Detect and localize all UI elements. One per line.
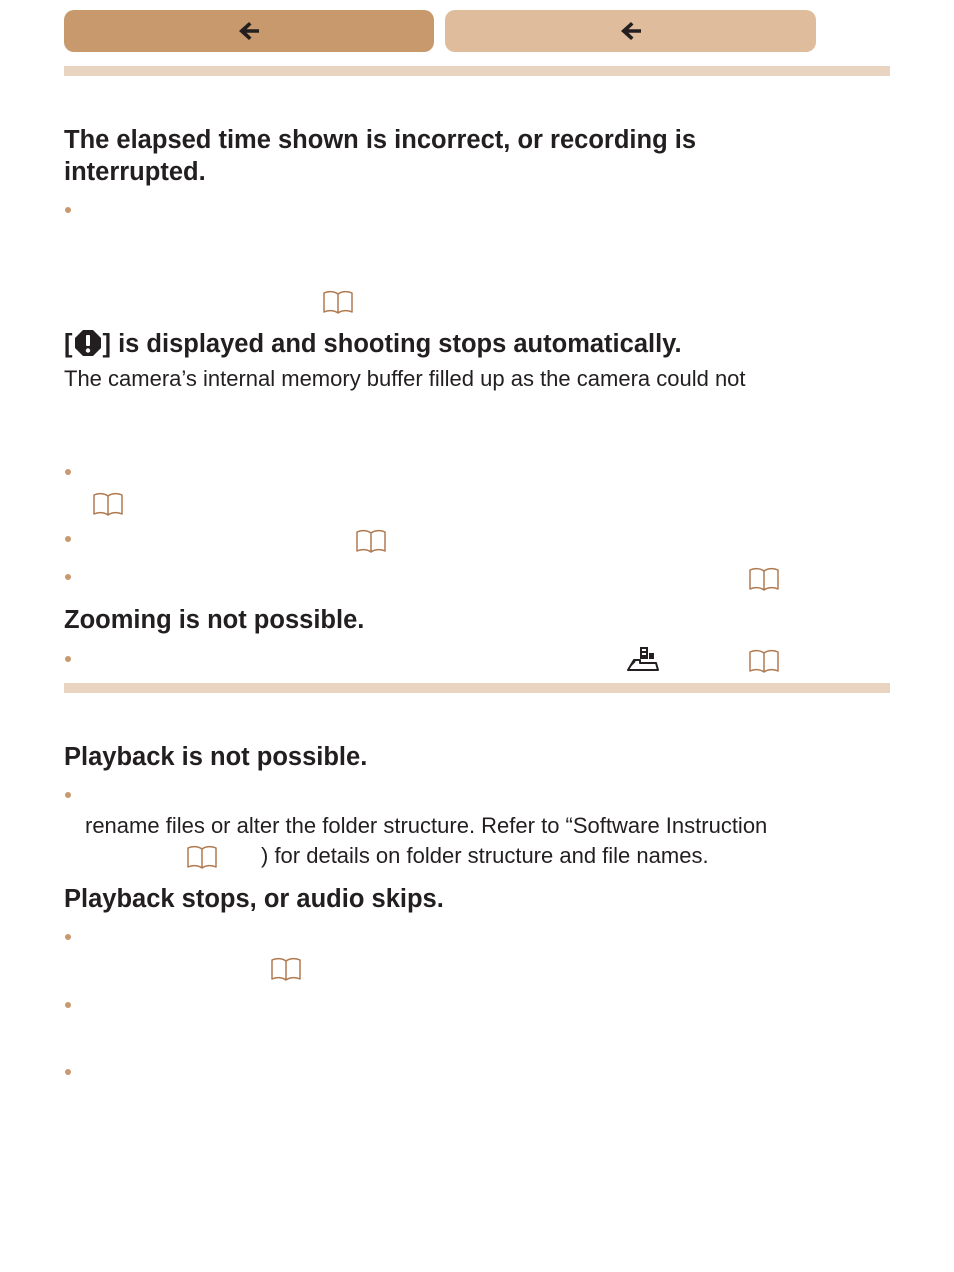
book-icon[interactable]: [186, 844, 218, 870]
handheld-night-scene-icon: [626, 645, 660, 678]
heading-playback: Playback is not possible.: [64, 743, 368, 771]
heading-buffer-full: [64, 328, 682, 365]
book-icon[interactable]: [355, 528, 387, 554]
bullet: [65, 536, 71, 542]
bullet: [65, 207, 71, 213]
heading-elapsed-time: The elapsed time shown is incorrect, or recording is interrupted.: [64, 126, 696, 186]
book-icon[interactable]: [748, 566, 780, 592]
left-arrow-icon: [619, 19, 643, 43]
buffer-description: The camera’s internal memory buffer filled up as the camera could not: [64, 366, 746, 391]
bullet: [65, 656, 71, 662]
book-icon[interactable]: [270, 956, 302, 982]
playback-text-line: rename files or alter the folder structure. Refer to “Software Instruction: [85, 813, 768, 838]
section-divider: [64, 683, 890, 693]
section-divider: [64, 66, 890, 76]
bullet: [65, 1069, 71, 1075]
heading-buffer-text: ] is displayed and shooting stops automatically.: [102, 330, 682, 358]
back-button[interactable]: [64, 10, 434, 52]
heading-zoom: Zooming is not possible.: [64, 606, 365, 634]
bullet: [65, 792, 71, 798]
bullet: [65, 469, 71, 475]
book-icon[interactable]: [748, 648, 780, 674]
book-icon[interactable]: [92, 491, 124, 517]
heading-playback-skips: Playback stops, or audio skips.: [64, 885, 444, 913]
bullet: [65, 574, 71, 580]
memory-warning-icon: [74, 329, 102, 365]
left-arrow-icon: [237, 19, 261, 43]
bullet: [65, 934, 71, 940]
playback-text-line: ) for details on folder structure and file names.: [261, 843, 709, 868]
book-icon[interactable]: [322, 289, 354, 315]
heading-bracket: [: [64, 330, 73, 358]
bullet: [65, 1002, 71, 1008]
previous-page-button[interactable]: [445, 10, 816, 52]
